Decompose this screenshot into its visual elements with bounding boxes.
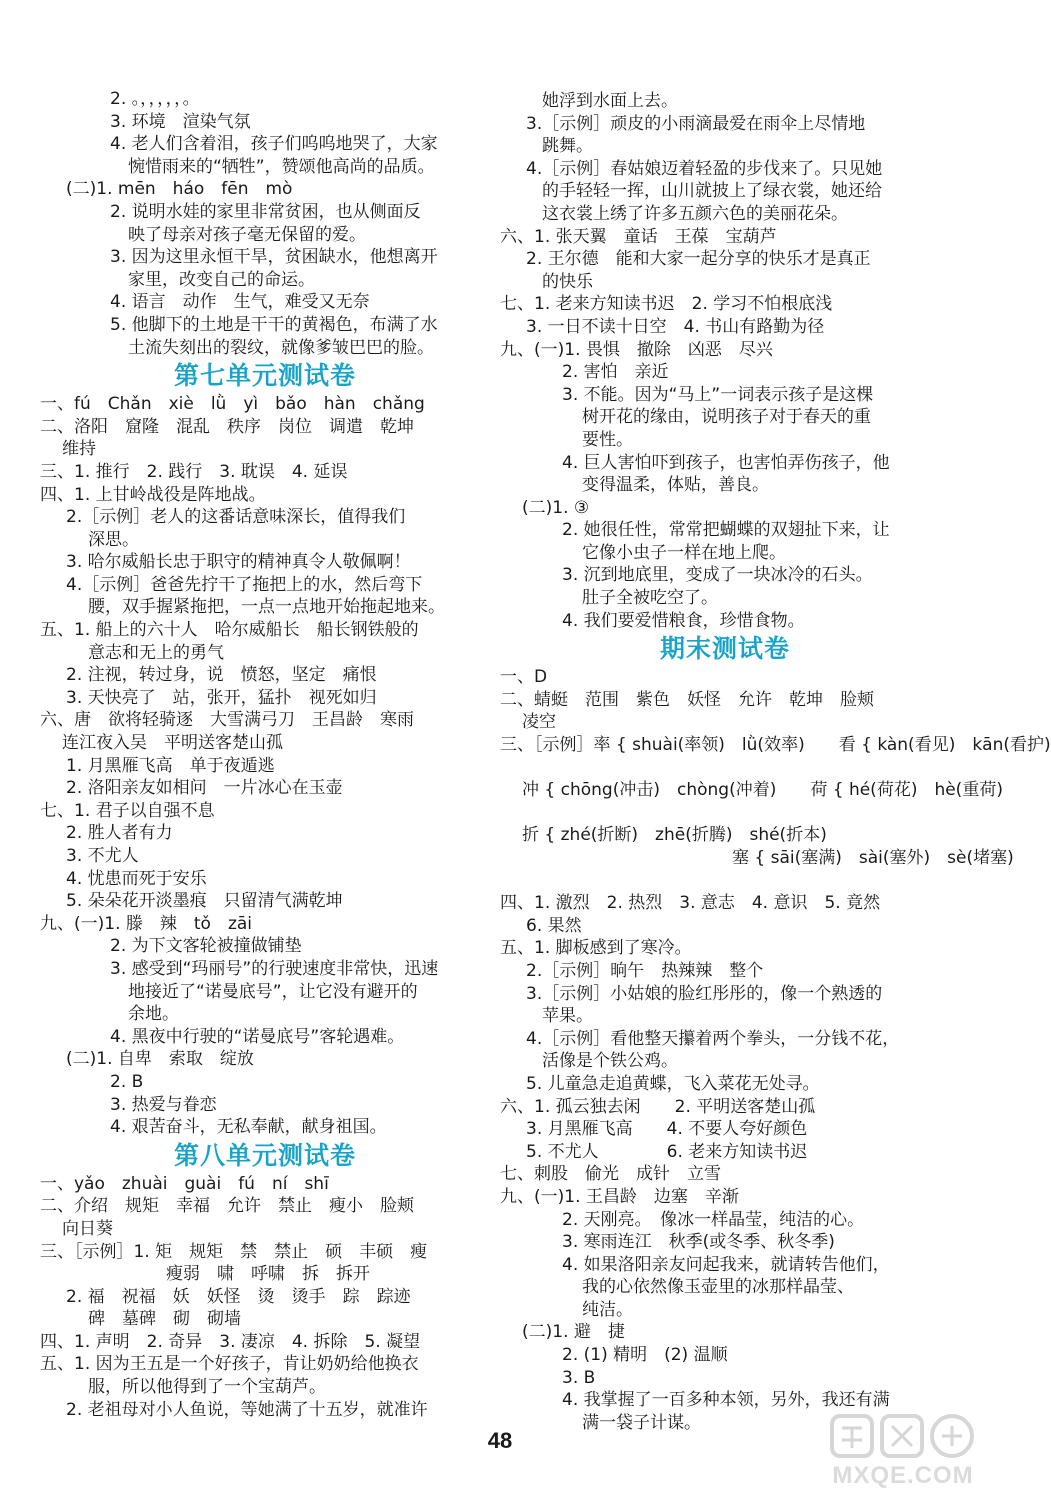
right-answer-line: 4. 我掌握了一百多种本领，另外，我还有满 <box>562 1390 890 1411</box>
right-answer-line: 2.［示例］晌午 热辣辣 整个 <box>526 960 764 981</box>
left-answer-line: 惋惜雨来的“牺牲”，赞颂他高尚的品质。 <box>128 156 435 177</box>
right-answer-line: 变得温柔，体贴，善良。 <box>582 475 769 496</box>
right-answer-line: 纯洁。 <box>582 1299 633 1320</box>
section-heading: 第七单元测试卷 <box>173 361 356 391</box>
left-answer-line: 三、1. 推行 2. 践行 3. 耽误 4. 延误 <box>40 461 348 482</box>
right-answer-line: 4. 如果洛阳亲友问起我来，就请转告他们， <box>562 1254 890 1275</box>
right-answer-line: 五、1. 脚板感到了寒冷。 <box>500 938 692 959</box>
right-answer-line: 2. 天刚亮。 像冰一样晶莹，纯洁的心。 <box>562 1209 865 1230</box>
left-answer-line: 五、1. 船上的六十人 哈尔威船长 船长钢铁般的 <box>40 620 419 641</box>
left-answer-line: 意志和无上的勇气 <box>88 642 224 663</box>
left-answer-line: 土流失刻出的裂纹，就像爹皱巴巴的脸。 <box>128 337 434 358</box>
right-answer-line: 折 { zhé(折断) zhē(折腾) shé(折本) <box>522 825 827 846</box>
left-answer-line: 七、1. 君子以自强不息 <box>40 800 215 821</box>
left-answer-line: 3. 热爱与眷恋 <box>110 1094 217 1115</box>
right-answer-line: 她浮到水面上去。 <box>542 91 678 111</box>
right-answer-line: 4. 巨人害怕吓到孩子，也害怕弄伤孩子，他 <box>562 452 890 473</box>
left-answer-line: 2. 胜人者有力 <box>66 823 173 844</box>
right-answer-line: 六、1. 孤云独去闲 2. 平明送客楚山孤 <box>500 1096 816 1117</box>
left-answer-line: 腰，双手握紧拖把，一点一点地开始拖起地来。 <box>88 597 445 618</box>
left-answer-line: 三、［示例］1. 矩 规矩 禁 禁止 硕 丰硕 瘦 <box>40 1241 428 1262</box>
left-answer-line: 2. 。，，，，，。 <box>110 89 200 109</box>
right-answer-line: 一、D <box>500 667 548 688</box>
right-answer-line: 的手轻轻一挥，山川就披上了绿衣裳，她还给 <box>542 181 882 202</box>
right-answer-line: 七、刺股 偷光 成针 立雪 <box>500 1164 721 1185</box>
left-answer-line: 五、1. 因为王五是一个好孩子，肯让奶奶给他换衣 <box>40 1354 419 1375</box>
right-answer-line: 4.［示例］春姑娘迈着轻盈的步伐来了。只见她 <box>526 158 883 179</box>
right-answer-line: 七、1. 老来方知读书迟 2. 学习不怕根底浅 <box>500 294 833 315</box>
right-answer-line: 活像是个铁公鸡。 <box>542 1051 678 1072</box>
left-answer-line: 二、洛阳 窟隆 混乱 秩序 岗位 调遣 乾坤 <box>40 416 414 437</box>
left-answer-line: (二)1. mēn háo fēn mò <box>66 179 293 200</box>
left-answer-line: 4.［示例］爸爸先拧干了拖把上的水，然后弯下 <box>66 574 423 595</box>
left-answer-line: 向日葵 <box>62 1218 113 1239</box>
right-answer-line: 的快乐 <box>542 271 593 292</box>
left-answer-line: 九、(一)1. 滕 辣 tǒ zāi <box>40 913 253 934</box>
right-answer-line: 5. 儿童急走追黄蝶，飞入菜花无处寻。 <box>526 1073 820 1094</box>
left-answer-line: 瘦弱 啸 呼啸 拆 拆开 <box>166 1264 370 1285</box>
left-answer-line: 3. 环境 渲染气氛 <box>110 111 251 132</box>
right-answer-line: 二、蜻蜓 范围 紫色 妖怪 允许 乾坤 脸颊 <box>500 689 874 710</box>
right-answer-line: 3. 不能。因为“马上”一词表示孩子是这棵 <box>562 384 874 405</box>
right-answer-line: 3.［示例］顽皮的小雨滴最爱在雨伞上尽情地 <box>526 113 866 134</box>
right-answer-line: 它像小虫子一样在地上爬。 <box>582 542 786 563</box>
right-answer-line: 3. 沉到地底里，变成了一块冰冷的石头。 <box>562 565 873 586</box>
watermark-text: MXQE.COM <box>832 1462 974 1489</box>
left-answer-line: 家里，改变自己的命运。 <box>128 269 315 290</box>
left-answer-line: 3. 天快亮了 站，张开，猛扑 视死如归 <box>66 687 377 708</box>
left-answer-line: 1. 月黑雁飞高 单于夜遁逃 <box>66 755 275 776</box>
right-answer-line: 我的心依然像玉壶里的冰那样晶莹、 <box>582 1277 854 1298</box>
watermark <box>828 1412 978 1490</box>
left-answer-line: 余地。 <box>128 1004 179 1025</box>
left-answer-line: 3. 不尤人 <box>66 846 139 866</box>
right-answer-line: 6. 果然 <box>526 915 582 936</box>
right-answer-line: 4.［示例］看他整天攥着两个拳头，一分钱不花， <box>526 1028 900 1049</box>
left-answer-line: 四、1. 声明 2. 奇异 3. 凄凉 4. 拆除 5. 凝望 <box>40 1331 421 1352</box>
answer-logo-icon <box>828 1412 978 1468</box>
right-answer-line: 3. 月黑雁飞高 4. 不要人夸好颜色 <box>526 1119 808 1140</box>
left-answer-line: 服，所以他得到了一个宝葫芦。 <box>88 1377 326 1398</box>
left-answer-line: 地接近了“诺曼底号”，让它没有避开的 <box>128 981 418 1002</box>
left-answer-line: 2.［示例］老人的这番话意味深长，值得我们 <box>66 507 406 528</box>
left-answer-line: 4. 艰苦奋斗，无私奉献，献身祖国。 <box>110 1117 387 1138</box>
left-column <box>40 88 490 1421</box>
section-heading: 期末测试卷 <box>659 634 790 664</box>
right-answer-line: 冲 { chōng(冲击) chòng(冲着) 荷 { hé(荷花) hè(重荷) <box>522 780 1003 801</box>
left-answer-line: 2. 福 祝福 妖 妖怪 烫 烫手 踪 踪迹 <box>66 1286 411 1307</box>
left-answer-line: 2. 老祖母对小人鱼说，等她满了十五岁，就准许 <box>66 1399 428 1420</box>
right-answer-line <box>500 802 950 825</box>
left-answer-line: 一、fú Chǎn xiè lǜ yì bǎo hàn chǎng <box>40 394 425 415</box>
left-answer-line: 4. 忧患而死于安乐 <box>66 868 207 889</box>
right-answer-line: 5. 不尤人 6. 老来方知读书迟 <box>526 1141 808 1162</box>
right-answer-line: 三、［示例］率 { shuài(率领) lǜ(效率) 看 { kàn(看见) kān(看护) <box>500 735 1051 756</box>
right-answer-line: 九、(一)1. 畏惧 撤除 凶恶 尽兴 <box>500 339 773 360</box>
left-answer-line: (二)1. 自卑 索取 绽放 <box>66 1049 254 1070</box>
right-answer-line: 肚子全被吃空了。 <box>582 588 718 609</box>
right-answer-line: (二)1. 避 捷 <box>522 1322 625 1343</box>
left-answer-line: 2. 注视，转过身，说 愤怒，坚定 痛恨 <box>66 665 377 686</box>
left-answer-line: 深思。 <box>88 529 139 550</box>
right-answer-line <box>500 870 950 893</box>
left-answer-line: 四、1. 上甘岭战役是阵地战。 <box>40 484 266 505</box>
left-answer-line: 二、介绍 规矩 幸福 允许 禁止 瘦小 脸颊 <box>40 1196 414 1217</box>
right-answer-line: (二)1. ③ <box>522 497 590 518</box>
left-answer-line: 2. 说明水娃的家里非常贫困，也从侧面反 <box>110 201 421 222</box>
right-answer-line: 苹果。 <box>542 1006 593 1027</box>
left-answer-line: 2. B <box>110 1071 144 1092</box>
left-answer-line: 4. 黑夜中行驶的“诺曼底号”客轮遇难。 <box>110 1026 405 1047</box>
right-answer-line: 满一袋子计谋。 <box>582 1412 701 1433</box>
right-answer-line: 要性。 <box>582 429 633 450</box>
left-answer-line: 连江夜入吴 平明送客楚山孤 <box>62 733 283 754</box>
left-answer-line: 3. 因为这里永恒干旱，贫困缺水，他想离开 <box>110 247 438 268</box>
left-answer-line: 映了母亲对孩子毫无保留的爱。 <box>128 224 366 245</box>
left-answer-line: 维持 <box>62 439 96 460</box>
section-heading: 第八单元测试卷 <box>173 1140 356 1170</box>
right-answer-line: 3. B <box>562 1367 596 1388</box>
right-answer-line: 2. 王尔德 能和大家一起分享的快乐才是真正 <box>526 249 871 270</box>
right-answer-line: 3. 寒雨连江 秋季(或冬季、秋冬季) <box>562 1232 835 1253</box>
left-answer-line: 4. 语言 动作 生气，难受又无奈 <box>110 292 370 313</box>
right-answer-line: 四、1. 激烈 2. 热烈 3. 意志 4. 意识 5. 竟然 <box>500 893 881 914</box>
left-answer-line: 六、唐 欲将轻骑逐 大雪满弓刀 王昌龄 寒雨 <box>40 710 414 731</box>
right-answer-line: 凌空 <box>522 712 556 733</box>
right-answer-line: 2. 她很任性，常常把蝴蝶的双翅扯下来，让 <box>562 520 890 541</box>
right-answer-line <box>500 757 950 780</box>
left-answer-line: 一、yǎo zhuài guài fú ní shī <box>40 1173 329 1194</box>
page-number: 48 <box>487 1428 513 1453</box>
left-answer-line: 3. 哈尔威船长忠于职守的精神真令人敬佩啊！ <box>66 552 411 573</box>
left-answer-line: 4. 老人们含着泪，孩子们呜呜地哭了，大家 <box>110 134 438 155</box>
right-answer-line: 塞 { sāi(塞满) sài(塞外) sè(堵塞) <box>732 848 1014 868</box>
left-answer-line: 碑 墓碑 砌 砌墙 <box>88 1309 241 1330</box>
right-answer-line: 九、(一)1. 王昌龄 边塞 辛渐 <box>500 1186 739 1207</box>
left-answer-line: 3. 感受到“玛丽号”的行驶速度非常快，迅速 <box>110 958 439 979</box>
left-answer-line: 2. 为下文客轮被撞做铺垫 <box>110 936 302 957</box>
right-answer-line: 六、1. 张天翼 童话 王葆 宝葫芦 <box>500 226 777 247</box>
right-answer-line: 4. 我们要爱惜粮食，珍惜食物。 <box>562 610 805 631</box>
right-answer-line: 跳舞。 <box>542 136 593 157</box>
left-answer-line: 5. 朵朵花开淡墨痕 只留清气满乾坤 <box>66 891 343 912</box>
right-answer-line: 2. (1) 精明 (2) 温顺 <box>562 1345 728 1366</box>
right-answer-line: 树开花的缘由，说明孩子对于春天的重 <box>582 407 871 428</box>
right-answer-line: 2. 害怕 亲近 <box>562 362 669 383</box>
right-answer-line: 3. 一日不读十日空 4. 书山有路勤为径 <box>526 316 825 337</box>
left-answer-line: 5. 他脚下的土地是干干的黄褐色，布满了水 <box>110 314 438 335</box>
left-answer-line: 2. 洛阳亲友如相问 一片冰心在玉壶 <box>66 778 343 799</box>
right-answer-line: 这衣裳上绣了许多五颜六色的美丽花朵。 <box>542 203 848 224</box>
right-answer-line: 3.［示例］小姑娘的脸红彤彤的，像一个熟透的 <box>526 983 883 1004</box>
right-column <box>500 90 1051 1434</box>
